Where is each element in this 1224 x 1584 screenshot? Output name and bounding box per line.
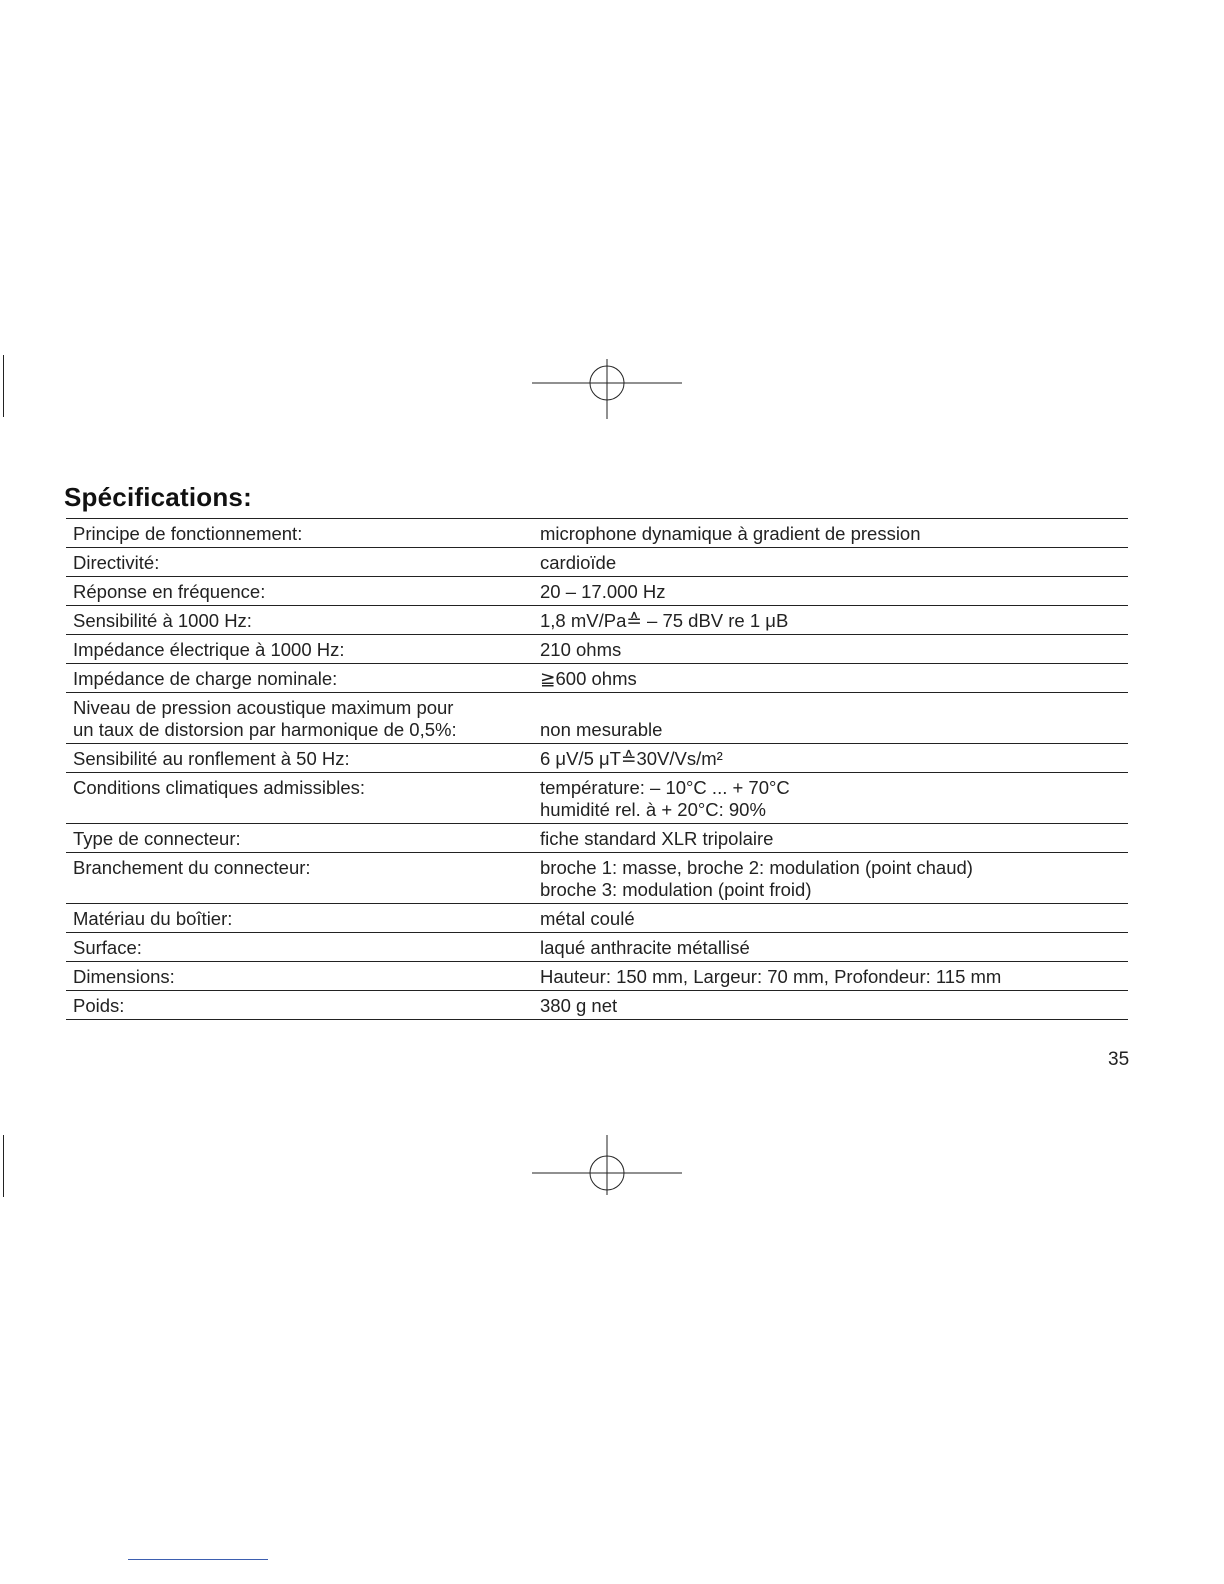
spec-value xyxy=(532,824,1128,853)
spec-label-line: Impédance électrique à 1000 Hz: xyxy=(73,639,345,660)
spec-label xyxy=(66,853,532,904)
spec-label-line: Surface: xyxy=(73,937,142,958)
spec-label-line: Sensibilité à 1000 Hz: xyxy=(73,610,252,631)
spec-value-line: température: – 10°C ... + 70°C xyxy=(540,777,790,798)
spec-row xyxy=(66,933,1128,962)
spec-value xyxy=(532,904,1128,933)
spec-label-line: Dimensions: xyxy=(73,966,175,987)
spec-value xyxy=(532,853,1128,904)
page-title: Spécifications: xyxy=(64,482,252,512)
spec-value-line: broche 3: modulation (point froid) xyxy=(540,879,812,900)
spec-label-line: Conditions climatiques admissibles: xyxy=(73,777,366,798)
spec-label xyxy=(66,904,532,933)
spec-label-line: Impédance de charge nominale: xyxy=(73,668,338,689)
spec-value-line: cardioïde xyxy=(540,552,617,573)
spec-label xyxy=(66,962,532,991)
registration-mark-top xyxy=(532,339,682,425)
spec-label xyxy=(66,606,532,635)
spec-value xyxy=(532,933,1128,962)
spec-value xyxy=(532,693,1128,744)
spec-label xyxy=(66,635,532,664)
spec-value-line: laqué anthracite métallisé xyxy=(540,937,750,958)
specifications-table-body xyxy=(66,519,1128,1020)
spec-label xyxy=(66,991,532,1020)
crop-mark-left-bottom xyxy=(3,1135,4,1197)
spec-value-line: 20 – 17.000 Hz xyxy=(540,581,666,602)
spec-value-line: 210 ohms xyxy=(540,639,622,660)
spec-value xyxy=(532,664,1128,693)
specifications-table xyxy=(66,518,1128,1020)
spec-value xyxy=(532,744,1128,773)
spec-label-line: Niveau de pression acoustique maximum pour xyxy=(73,697,454,718)
spec-label xyxy=(66,548,532,577)
spec-value-line: Hauteur: 150 mm, Largeur: 70 mm, Profondeur: 115 mm xyxy=(540,966,1002,987)
spec-label xyxy=(66,664,532,693)
spec-row xyxy=(66,693,1128,744)
spec-value xyxy=(532,991,1128,1020)
spec-row xyxy=(66,519,1128,548)
page-number: 35 xyxy=(1108,1049,1130,1070)
spec-label xyxy=(66,519,532,548)
spec-row xyxy=(66,577,1128,606)
spec-label-line: Directivité: xyxy=(73,552,160,573)
spec-value xyxy=(532,635,1128,664)
spec-label-line: un taux de distorsion par harmonique de 0,5%: xyxy=(73,719,457,740)
spec-row xyxy=(66,635,1128,664)
spec-row xyxy=(66,853,1128,904)
spec-value-line: fiche standard XLR tripolaire xyxy=(540,828,774,849)
spec-row xyxy=(66,744,1128,773)
spec-row xyxy=(66,904,1128,933)
spec-label-line: Poids: xyxy=(73,995,125,1016)
spec-value xyxy=(532,519,1128,548)
spec-label xyxy=(66,577,532,606)
spec-value-line: 6 μV/5 μT≙30V/Vs/m² xyxy=(540,748,723,769)
spec-value xyxy=(532,548,1128,577)
spec-row xyxy=(66,548,1128,577)
spec-value-line: broche 1: masse, broche 2: modulation (point chaud) xyxy=(540,857,973,878)
spec-row xyxy=(66,606,1128,635)
spec-value xyxy=(532,606,1128,635)
spec-row xyxy=(66,664,1128,693)
spec-label xyxy=(66,773,532,824)
spec-row xyxy=(66,773,1128,824)
spec-value xyxy=(532,962,1128,991)
registration-mark-bottom xyxy=(532,1129,682,1215)
spec-value-line: 1,8 mV/Pa≙ – 75 dBV re 1 μB xyxy=(540,610,789,631)
spec-label xyxy=(66,824,532,853)
spec-label-line: Principe de fonctionnement: xyxy=(73,523,303,544)
spec-label-line: Réponse en fréquence: xyxy=(73,581,266,602)
spec-value xyxy=(532,577,1128,606)
spec-value-line: métal coulé xyxy=(540,908,635,929)
spec-value-line: 380 g net xyxy=(540,995,618,1016)
spec-label xyxy=(66,933,532,962)
spec-row xyxy=(66,962,1128,991)
spec-label-line: Matériau du boîtier: xyxy=(73,908,233,929)
spec-row xyxy=(66,991,1128,1020)
footer-rule xyxy=(128,1559,268,1560)
spec-label-line: Sensibilité au ronflement à 50 Hz: xyxy=(73,748,350,769)
crop-mark-left-top xyxy=(3,355,4,417)
spec-value xyxy=(532,773,1128,824)
spec-value-line: humidité rel. à + 20°C: 90% xyxy=(540,799,766,820)
spec-label xyxy=(66,693,532,744)
spec-value-line: ≧600 ohms xyxy=(540,668,637,689)
spec-value-line: non mesurable xyxy=(540,719,663,740)
spec-label xyxy=(66,744,532,773)
spec-label-line: Type de connecteur: xyxy=(73,828,241,849)
spec-label-line: Branchement du connecteur: xyxy=(73,857,311,878)
spec-value-line: microphone dynamique à gradient de pression xyxy=(540,523,921,544)
spec-row xyxy=(66,824,1128,853)
